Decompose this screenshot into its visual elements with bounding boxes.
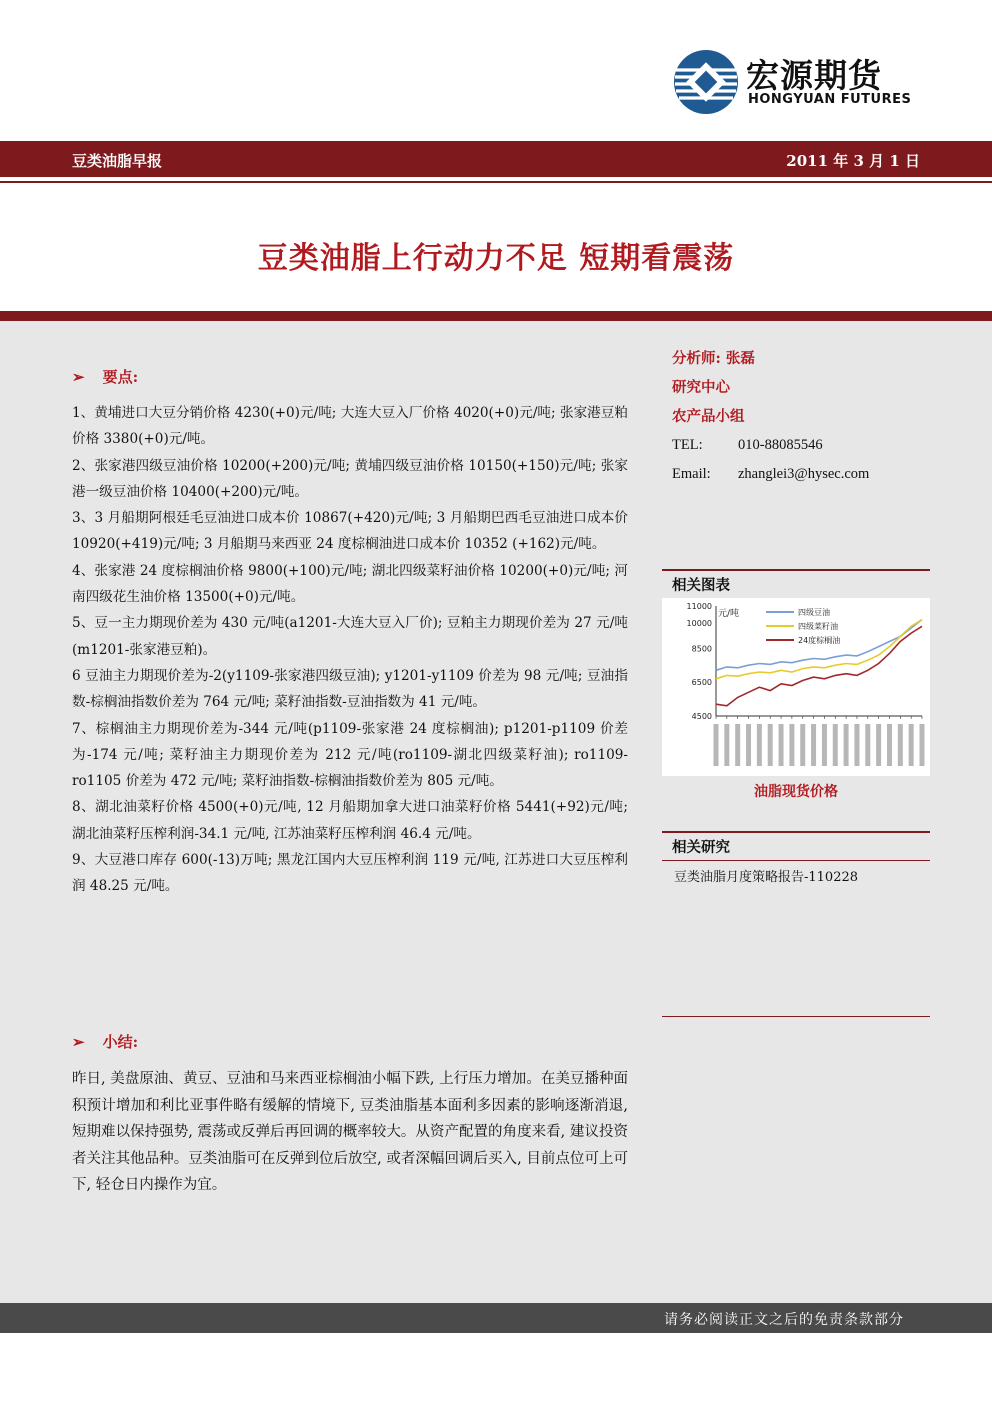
key-point-item: 7、棕榈油主力期现价差为-344 元/吨(p1109-张家港 24 度棕榈油); p1201-p1109 价差为-174 元/吨; 菜籽油主力期现价差为 212 元/吨(ro1109-湖北四级菜籽油); ro1109-ro1105 价差为 472 元/吨; 菜籽油指数-棕榈油指数价差为 805 元/吨。 (72, 720, 628, 790)
sidebar-end-divider (662, 1016, 930, 1017)
x-tick-label-glyph (898, 724, 903, 766)
x-tick-label-glyph (844, 724, 849, 766)
email-row (672, 460, 930, 489)
group-name: 农产品小组 (672, 408, 745, 425)
x-tick-label-glyph (811, 724, 816, 766)
x-tick-label-glyph (833, 724, 838, 766)
key-point-item: 2、张家港四级豆油价格 10200(+200)元/吨; 黄埔四级豆油价格 10150(+150)元/吨; 张家港一级豆油价格 10400(+200)元/吨。 (72, 457, 628, 500)
x-tick-label-glyph (909, 724, 914, 766)
summary-text: 昨日, 美盘原油、黄豆、豆油和马来西亚棕榈油小幅下跌, 上行压力增加。在美豆播种面积预计增加和利比亚事件略有缓解的情境下, 豆类油脂基本面利多因素的影响逐渐消退, 短期难以保持强势, 震荡或反弹后再回调的概率较大。从资产配置的角度来看, 建议投资者关注其他品种。豆类油脂可在反弹到位后放空, 或者深幅回调后买入, 目前点位可上可下, 轻仓日内操作为宜。 (72, 1071, 628, 1193)
x-tick-label-glyph (714, 724, 719, 766)
x-tick-label-glyph (854, 724, 859, 766)
footer-bar (0, 1303, 992, 1333)
y-tick-label: 4500 (691, 712, 712, 721)
title-area (0, 183, 992, 313)
x-tick-label-glyph (779, 724, 784, 766)
top-header-area (0, 0, 992, 140)
x-tick-label-glyph (822, 724, 827, 766)
research-link[interactable]: 豆类油脂月度策略报告-110228 (674, 870, 859, 885)
y-tick-label: 6500 (691, 678, 712, 688)
key-point-item: 8、湖北油菜籽价格 4500(+0)元/吨, 12 月船期加拿大进口油菜籽价格 5441(+92)元/吨; 湖北油菜籽压榨利润-34.1 元/吨, 江苏油菜籽压榨利润 46.4 元/吨。 (72, 799, 628, 842)
key-point-item: 5、豆一主力期现价差为 430 元/吨(a1201-大连大豆入厂价); 豆粕主力期现价差为 27 元/吨(m1201-张家港豆粕)。 (72, 615, 628, 658)
key-point-item: 9、大豆港口库存 600(-13)万吨; 黑龙江国内大豆压榨利润 119 元/吨, 江苏进口大豆压榨利润 48.25 元/吨。 (72, 852, 628, 895)
price-chart-svg (662, 598, 930, 776)
report-type: 豆类油脂早报 (72, 152, 163, 170)
email-link[interactable]: zhanglei3@hysec.com (738, 466, 870, 482)
company-logo (672, 48, 922, 118)
arrow-bullet-icon: ➢ (72, 1033, 85, 1051)
y-tick-label: 8500 (691, 644, 712, 654)
brand-name-cn: 宏源期货 (746, 56, 882, 95)
report-date: 2011 年 3 月 1 日 (786, 152, 920, 170)
brand-name-en: HONGYUAN FUTURES (748, 92, 912, 107)
legend-label: 24度棕榈油 (798, 636, 841, 645)
analyst-name: 分析师: 张磊 (672, 350, 755, 367)
x-tick-label-glyph (800, 724, 805, 766)
x-tick-label-glyph (768, 724, 773, 766)
price-chart (662, 598, 930, 776)
x-tick-label-glyph (887, 724, 892, 766)
x-tick-label-glyph (920, 724, 925, 766)
x-tick-label-glyph (876, 724, 881, 766)
y-tick-label: 11000 (686, 602, 712, 611)
y-tick-label: 10000 (686, 618, 712, 628)
chart-caption: 油脂现货价格 (754, 784, 838, 800)
report-header-bar (0, 141, 992, 177)
summary-heading: ➢ 小结: (72, 1033, 139, 1051)
related-chart-heading: 相关图表 (662, 569, 930, 599)
x-tick-label-glyph (724, 724, 729, 766)
key-point-item: 6 豆油主力期现价差为-2(y1109-张家港四级豆油); y1201-y1109 价差为 98 元/吨; 豆油指数-棕榈油指数价差为 764 元/吨; 菜籽油指数-豆油指数为 41 元/吨。 (72, 667, 628, 711)
arrow-bullet-icon: ➢ (72, 368, 85, 386)
x-tick-label-glyph (865, 724, 870, 766)
legend-label: 四级菜籽油 (798, 622, 838, 631)
key-point-item: 4、张家港 24 度棕榈油价格 9800(+100)元/吨; 湖北四级菜籽油价格 10200(+0)元/吨; 河南四级花生油价格 13500(+0)元/吨。 (72, 562, 628, 606)
key-points-list (72, 400, 628, 900)
legend-label: 四级豆油 (798, 608, 830, 617)
page-title: 豆类油脂上行动力不足 短期看震荡 (257, 241, 735, 276)
related-research-heading: 相关研究 (662, 831, 930, 861)
tel-label: TEL: (672, 437, 703, 453)
key-points-heading: ➢ 要点: (72, 368, 139, 386)
x-tick-label-glyph (757, 724, 762, 766)
key-point-item: 3、3 月船期阿根廷毛豆油进口成本价 10867(+420)元/吨; 3 月船期巴西毛豆油进口成本价 10920(+419)元/吨; 3 月船期马来西亚 24 度棕榈油进口成本价 10352 (+162)元/吨。 (72, 510, 628, 553)
x-tick-label-glyph (746, 724, 751, 766)
x-tick-label-glyph (735, 724, 740, 766)
title-divider (0, 311, 992, 321)
y-axis-label: 元/吨 (718, 609, 740, 619)
department: 研究中心 (672, 379, 730, 396)
x-tick-label-glyph (789, 724, 794, 766)
hongyuan-logo-icon (672, 48, 740, 116)
key-point-item: 1、黄埔进口大豆分销价格 4230(+0)元/吨; 大连大豆入厂价格 4020(+0)元/吨; 张家港豆粕价格 3380(+0)元/吨。 (72, 405, 628, 448)
disclaimer-note: 请务必阅读正文之后的免责条款部分 (664, 1312, 904, 1328)
tel-value: 010-88085546 (738, 437, 823, 453)
email-label: Email: (672, 466, 711, 482)
tel-row (672, 431, 930, 460)
sidebar-contact (672, 344, 930, 489)
